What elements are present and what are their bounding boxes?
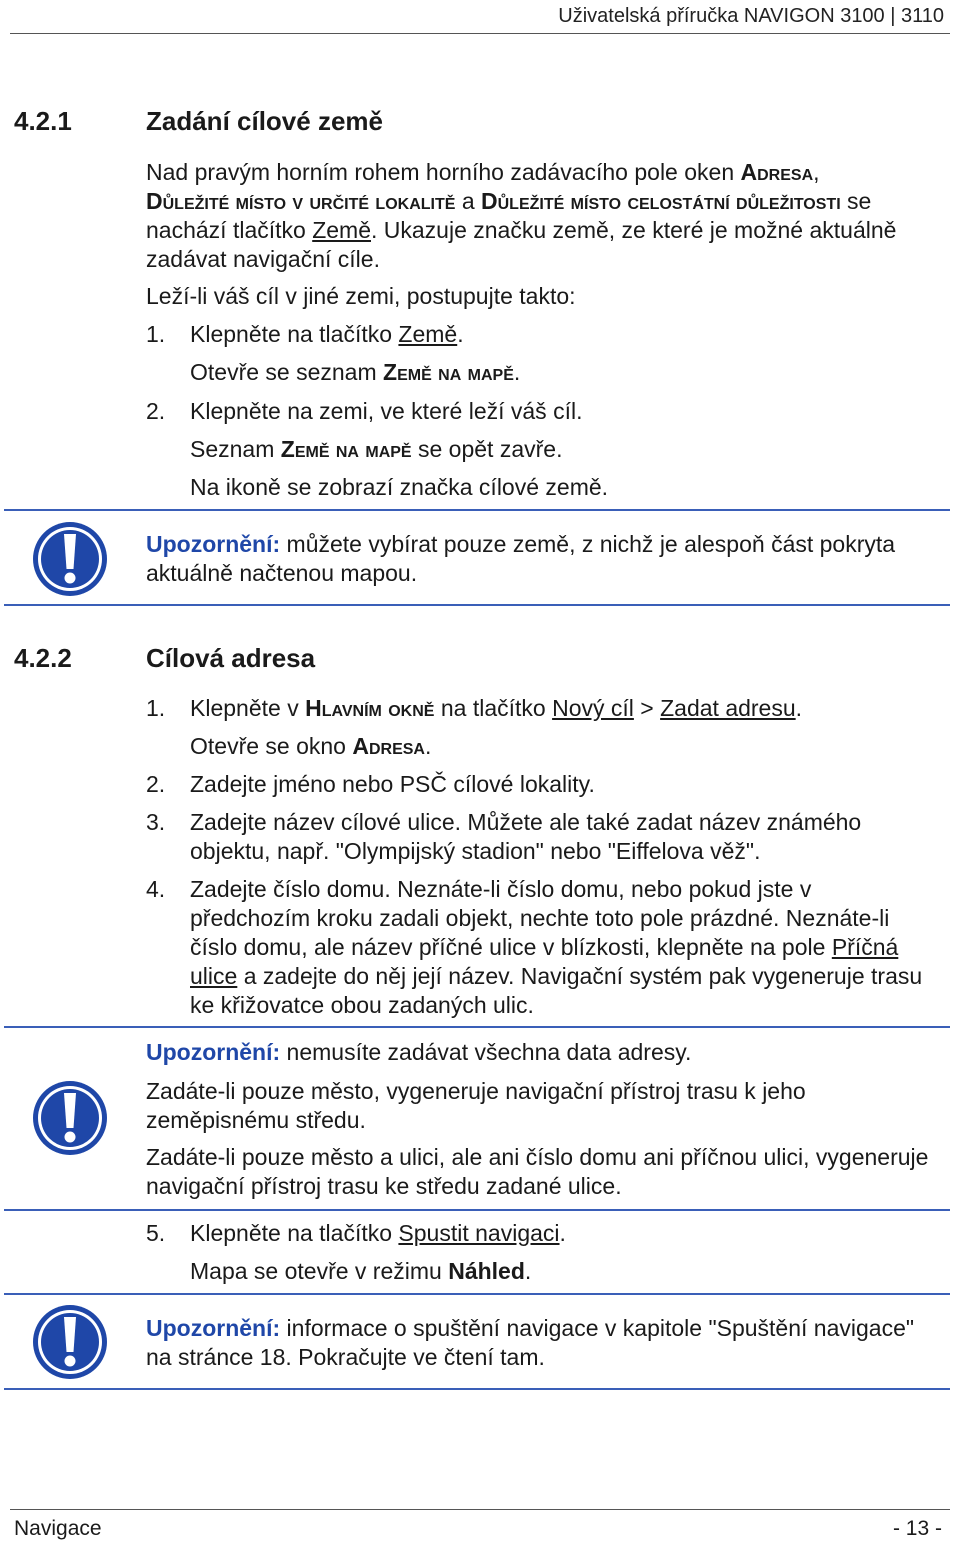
window-name-zeme-na-mape: Země na mapě xyxy=(280,436,412,462)
window-name-poi-local: Důležité místo v určité lokalitě xyxy=(146,188,456,214)
step-number: 2. xyxy=(146,771,166,797)
step-text: Zadejte název cílové ulice. Můžete ale také zadat název známého objektu, např. "Olympijský stadion" nebo "Eiffelova věž". xyxy=(190,809,862,864)
link-pricna-ulice[interactable]: Příčná ulice xyxy=(190,934,899,989)
note-paragraph: Zadáte-li pouze město a ulici, ale ani číslo domu ani příčnou ulici, vygeneruje navigační přístroj trasu ke středu zadané ulice. xyxy=(146,1144,929,1199)
link-zeme[interactable]: Země xyxy=(312,217,371,243)
step-text: Zadejte číslo domu. Neznáte-li číslo domu, nebo pokud jste v předchozím kroku zadali objekt, nechte toto pole prázdné. Neznáte-li číslo domu, ale název příčné ulice v blízkosti, klepněte na pole Příčná ulice a zadejte do něj její název. Navigační systém pak vygeneruje trasu ke křižovatce obou zadaných ulic. xyxy=(190,876,923,1018)
note-rule-bottom xyxy=(4,1388,950,1390)
window-name-adresa: Adresa xyxy=(740,159,814,185)
lead-text: Leží-li váš cíl v jiné zemi, postupujte takto: xyxy=(146,283,576,309)
step-result: Otevře se okno Adresa. xyxy=(190,733,432,759)
note-rule-top xyxy=(4,1293,950,1295)
step-number: 2. xyxy=(146,398,166,424)
note-label: Upozornění: xyxy=(146,1039,281,1065)
link-novy-cil[interactable]: Nový cíl xyxy=(552,695,634,721)
step-number: 1. xyxy=(146,695,166,721)
exclamation-sign-icon xyxy=(32,1304,108,1380)
mode-name: Náhled xyxy=(448,1258,525,1284)
note-paragraph: Zadáte-li pouze město, vygeneruje navigační přístroj trasu k jeho zeměpisnému středu. xyxy=(146,1078,806,1133)
step-result: Na ikoně se zobrazí značka cílové země. xyxy=(190,474,609,500)
exclamation-sign-icon xyxy=(32,521,108,597)
step-result: Mapa se otevře v režimu Náhled. xyxy=(190,1258,532,1284)
note-rule-top xyxy=(4,509,950,511)
intro-paragraph: Nad pravým horním rohem horního zadávacího pole oken Adresa, Důležité místo v určité lokalitě a Důležité místo celostátní důležitosti se nachází tlačítko Země. Ukazuje značku země, ze které je možné aktuálně zadávat navigační cíle. xyxy=(146,159,897,272)
header-divider xyxy=(10,33,950,34)
step-result: Seznam Země na mapě se opět zavře. xyxy=(190,436,563,462)
section-title: Zadání cílové země xyxy=(146,106,383,136)
window-name-adresa: Adresa xyxy=(352,733,425,759)
link-spustit-navigaci[interactable]: Spustit navigaci xyxy=(398,1220,560,1246)
note-text: Upozornění: nemusíte zadávat všechna data adresy. xyxy=(146,1039,692,1065)
section-title: Cílová adresa xyxy=(146,643,316,673)
step-number: 3. xyxy=(146,809,166,835)
note-label: Upozornění: xyxy=(146,1315,281,1341)
note-rule-bottom xyxy=(4,1209,950,1211)
step-text: Klepněte na tlačítko Země. xyxy=(190,321,464,347)
step-text: Klepněte v Hlavním okně na tlačítko Nový cíl > Zadat adresu. xyxy=(190,695,803,721)
note-label: Upozornění: xyxy=(146,531,281,557)
step-number: 4. xyxy=(146,876,166,902)
footer-chapter: Navigace xyxy=(14,1517,102,1540)
section-number: 4.2.2 xyxy=(14,643,72,673)
note-text: Upozornění: můžete vybírat pouze země, z nichž je alespoň část pokryta aktuálně načtenou mapou. xyxy=(146,531,896,586)
section-number: 4.2.1 xyxy=(14,106,72,136)
step-result: Otevře se seznam Země na mapě. xyxy=(190,359,521,385)
window-name-hlavni-okno: Hlavním okně xyxy=(305,695,435,721)
footer-divider xyxy=(10,1509,950,1510)
step-text: Zadejte jméno nebo PSČ cílové lokality. xyxy=(190,771,595,797)
link-zadat-adresu[interactable]: Zadat adresu xyxy=(660,695,796,721)
step-text: Klepněte na zemi, ve které leží váš cíl. xyxy=(190,398,583,424)
step-text: Klepněte na tlačítko Spustit navigaci. xyxy=(190,1220,566,1246)
link-zeme[interactable]: Země xyxy=(398,321,458,347)
window-name-zeme-na-mape: Země na mapě xyxy=(383,359,514,385)
note-rule-bottom xyxy=(4,604,950,606)
page-number: - 13 - xyxy=(892,1517,942,1540)
running-header: Uživatelská příručka NAVIGON 3100 | 3110 xyxy=(558,5,944,27)
exclamation-sign-icon xyxy=(32,1080,108,1156)
step-number: 5. xyxy=(146,1220,166,1246)
step-number: 1. xyxy=(146,321,166,347)
window-name-poi-national: Důležité místo celostátní důležitosti xyxy=(481,188,841,214)
note-rule-top xyxy=(4,1026,950,1028)
note-text: Upozornění: informace o spuštění navigace v kapitole "Spuštění navigace" na stránce 18. Pokračujte ve čtení tam. xyxy=(146,1315,915,1370)
